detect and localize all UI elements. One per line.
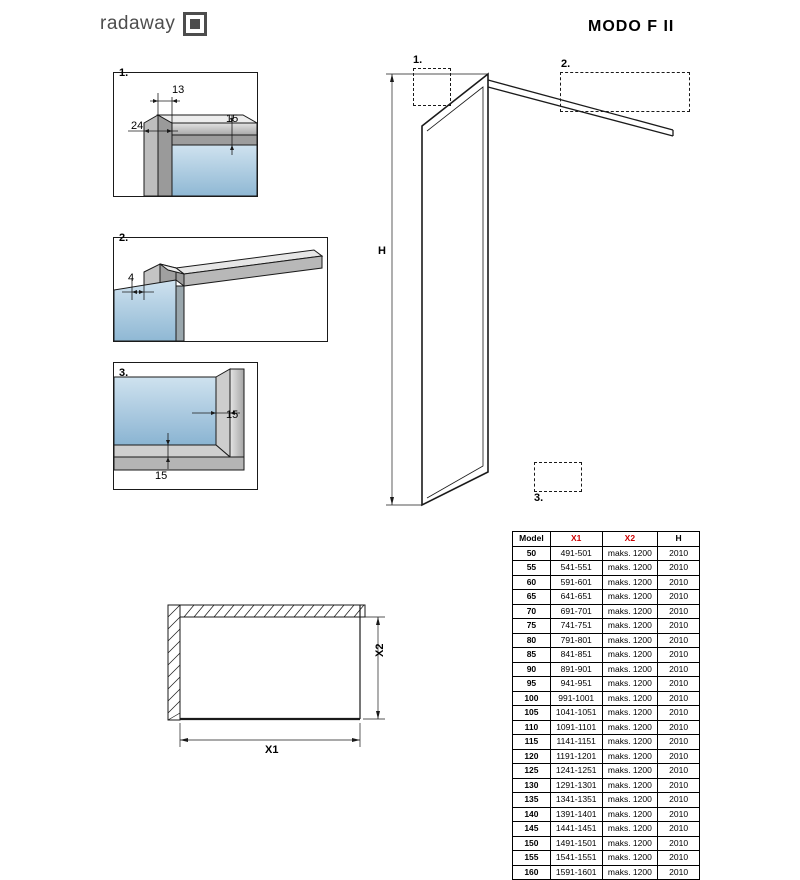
table-cell: 95	[513, 677, 551, 692]
table-cell: 2010	[658, 720, 700, 735]
table-cell: 2010	[658, 851, 700, 866]
table-header-x1: X1	[550, 532, 602, 547]
table-cell: 2010	[658, 793, 700, 808]
table-cell: 145	[513, 822, 551, 837]
table-cell: 2010	[658, 764, 700, 779]
table-cell: maks. 1200	[602, 619, 658, 634]
plan-x2-label: X2	[374, 643, 386, 657]
detail-3-box	[113, 362, 258, 490]
table-row	[513, 677, 700, 692]
table-cell: 1191-1201	[550, 749, 602, 764]
table-cell: 160	[513, 865, 551, 880]
table-row	[513, 633, 700, 648]
table-cell: maks. 1200	[602, 793, 658, 808]
table-cell: maks. 1200	[602, 633, 658, 648]
table-cell: maks. 1200	[602, 575, 658, 590]
table-cell: 591-601	[550, 575, 602, 590]
table-cell: 2010	[658, 706, 700, 721]
table-cell: 50	[513, 546, 551, 561]
table-row	[513, 662, 700, 677]
table-cell: 110	[513, 720, 551, 735]
table-cell: 491-501	[550, 546, 602, 561]
table-cell: 691-701	[550, 604, 602, 619]
table-cell: 1091-1101	[550, 720, 602, 735]
detail-2-dim-4: 4	[128, 272, 135, 284]
specification-table	[512, 531, 700, 880]
table-cell: 90	[513, 662, 551, 677]
table-cell: 1391-1401	[550, 807, 602, 822]
callout-1-label: 1.	[413, 54, 423, 66]
callout-2-label: 2.	[561, 58, 571, 70]
table-cell: 2010	[658, 633, 700, 648]
table-row	[513, 720, 700, 735]
table-cell: maks. 1200	[602, 561, 658, 576]
table-header-x2: X2	[602, 532, 658, 547]
table-cell: 841-851	[550, 648, 602, 663]
table-cell: 541-551	[550, 561, 602, 576]
table-cell: 2010	[658, 604, 700, 619]
detail-1-dim-15: 15	[226, 113, 239, 125]
table-cell: 135	[513, 793, 551, 808]
table-cell: 2010	[658, 691, 700, 706]
table-cell: 2010	[658, 619, 700, 634]
table-cell: 2010	[658, 546, 700, 561]
table-cell: 1141-1151	[550, 735, 602, 750]
table-cell: 2010	[658, 807, 700, 822]
table-cell: 641-651	[550, 590, 602, 605]
table-cell: maks. 1200	[602, 720, 658, 735]
detail-3-dim-15-b: 15	[155, 470, 168, 482]
callout-3-box	[534, 462, 582, 492]
table-cell: 60	[513, 575, 551, 590]
table-row	[513, 749, 700, 764]
table-cell: 105	[513, 706, 551, 721]
table-row	[513, 793, 700, 808]
detail-3-dim-15-a: 15	[226, 409, 239, 421]
table-cell: 941-951	[550, 677, 602, 692]
table-row	[513, 575, 700, 590]
table-cell: 1541-1551	[550, 851, 602, 866]
table-cell: maks. 1200	[602, 546, 658, 561]
table-cell: 1491-1501	[550, 836, 602, 851]
table-cell: maks. 1200	[602, 807, 658, 822]
plan-drawing	[160, 595, 390, 760]
detail-2-marker: 2.	[119, 232, 129, 244]
callout-2-box	[560, 72, 690, 112]
table-row	[513, 807, 700, 822]
table-cell: 140	[513, 807, 551, 822]
table-cell: 741-751	[550, 619, 602, 634]
table-row	[513, 619, 700, 634]
table-cell: 2010	[658, 735, 700, 750]
table-cell: 70	[513, 604, 551, 619]
table-cell: 2010	[658, 662, 700, 677]
table-cell: 1041-1051	[550, 706, 602, 721]
table-cell: 2010	[658, 575, 700, 590]
table-row	[513, 822, 700, 837]
main-height-label: H	[378, 245, 386, 257]
table-cell: 75	[513, 619, 551, 634]
brand-logo	[100, 12, 207, 36]
table-cell: 791-801	[550, 633, 602, 648]
detail-1-dim-13: 13	[172, 84, 185, 96]
table-cell: 65	[513, 590, 551, 605]
detail-1-box	[113, 72, 258, 197]
detail-1-dim-24: 24	[131, 120, 144, 132]
table-cell: 2010	[658, 648, 700, 663]
table-cell: 1591-1601	[550, 865, 602, 880]
table-cell: maks. 1200	[602, 691, 658, 706]
callout-3-label: 3.	[534, 492, 544, 504]
table-header-model: Model	[513, 532, 551, 547]
callout-1-box	[413, 68, 451, 106]
table-cell: 115	[513, 735, 551, 750]
table-cell: maks. 1200	[602, 590, 658, 605]
table-cell: maks. 1200	[602, 764, 658, 779]
table-row	[513, 764, 700, 779]
table-cell: maks. 1200	[602, 604, 658, 619]
table-cell: maks. 1200	[602, 822, 658, 837]
table-cell: 1291-1301	[550, 778, 602, 793]
table-cell: maks. 1200	[602, 648, 658, 663]
table-cell: 120	[513, 749, 551, 764]
table-cell: 2010	[658, 749, 700, 764]
table-cell: maks. 1200	[602, 778, 658, 793]
table-row	[513, 561, 700, 576]
table-row	[513, 735, 700, 750]
brand-name: radaway	[100, 13, 176, 34]
table-cell: maks. 1200	[602, 749, 658, 764]
table-cell: 2010	[658, 590, 700, 605]
table-cell: 991-1001	[550, 691, 602, 706]
detail-2-box	[113, 237, 328, 342]
detail-1-marker: 1.	[119, 67, 129, 79]
table-cell: 80	[513, 633, 551, 648]
table-cell: 1341-1351	[550, 793, 602, 808]
table-cell: 150	[513, 836, 551, 851]
table-cell: 2010	[658, 836, 700, 851]
table-cell: 55	[513, 561, 551, 576]
table-row	[513, 691, 700, 706]
table-cell: maks. 1200	[602, 865, 658, 880]
table-cell: 125	[513, 764, 551, 779]
table-row	[513, 604, 700, 619]
table-row	[513, 865, 700, 880]
table-cell: maks. 1200	[602, 662, 658, 677]
table-cell: maks. 1200	[602, 851, 658, 866]
table-cell: 2010	[658, 822, 700, 837]
plan-x1-label: X1	[265, 744, 279, 756]
table-row	[513, 851, 700, 866]
table-header-h: H	[658, 532, 700, 547]
main-elevation-drawing	[370, 52, 700, 512]
table-cell: 2010	[658, 778, 700, 793]
table-cell: 130	[513, 778, 551, 793]
table-row	[513, 706, 700, 721]
detail-3-marker: 3.	[119, 367, 129, 379]
table-cell: 891-901	[550, 662, 602, 677]
table-cell: maks. 1200	[602, 735, 658, 750]
table-header-row	[513, 532, 700, 547]
table-cell: 1241-1251	[550, 764, 602, 779]
table-row	[513, 836, 700, 851]
table-cell: 2010	[658, 561, 700, 576]
page-title: MODO F II	[588, 18, 675, 35]
table-row	[513, 546, 700, 561]
table-row	[513, 590, 700, 605]
table-cell: 155	[513, 851, 551, 866]
square-logo-icon	[183, 12, 207, 36]
table-cell: 85	[513, 648, 551, 663]
table-row	[513, 778, 700, 793]
table-cell: maks. 1200	[602, 836, 658, 851]
table-cell: 2010	[658, 865, 700, 880]
table-cell: maks. 1200	[602, 706, 658, 721]
table-cell: 100	[513, 691, 551, 706]
table-cell: maks. 1200	[602, 677, 658, 692]
table-cell: 2010	[658, 677, 700, 692]
table-row	[513, 648, 700, 663]
table-cell: 1441-1451	[550, 822, 602, 837]
